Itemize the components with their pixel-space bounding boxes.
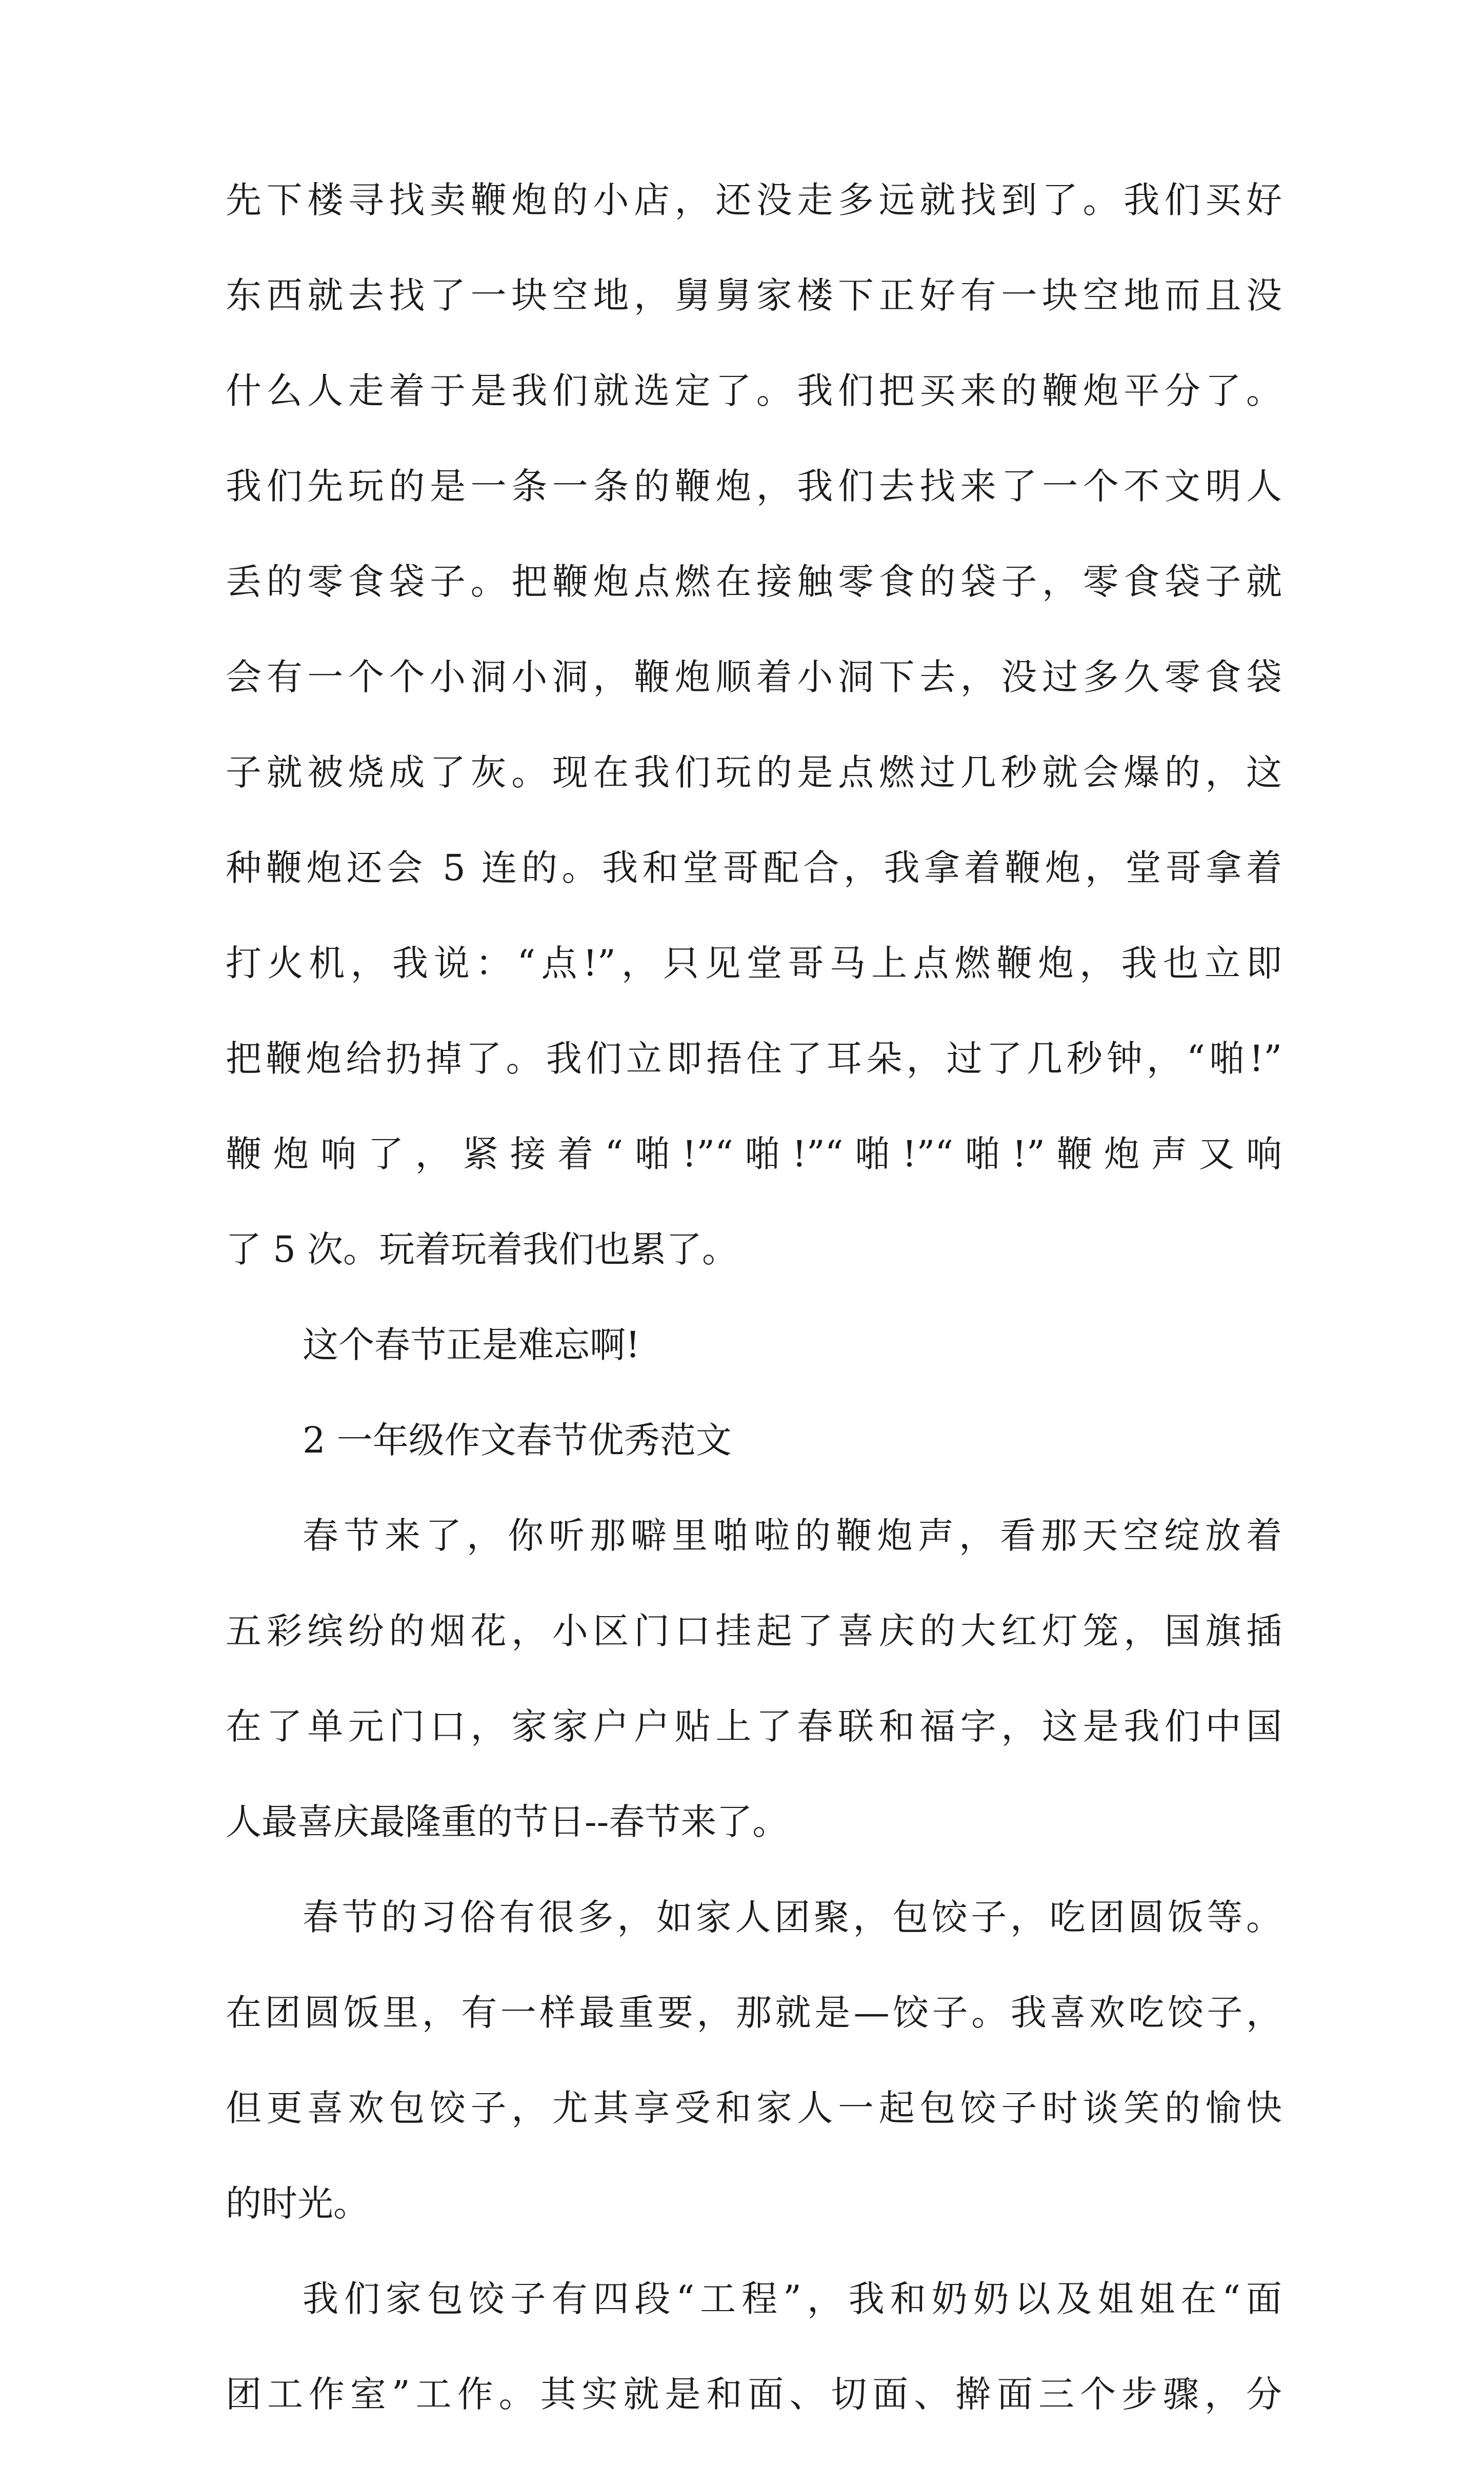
- text-line: 团工作室”工作。其实就是和面、切面、擀面三个步骤，分: [226, 2373, 1282, 2415]
- text-line: 我们家包饺子有四段“工程”，我和奶奶以及姐姐在“面: [303, 2278, 1282, 2320]
- text-line: 什么人走着于是我们就选定了。我们把买来的鞭炮平分了。: [226, 370, 1282, 412]
- text-line: 的时光。: [226, 2182, 369, 2224]
- text-line: 会有一个个小洞小洞，鞭炮顺着小洞下去，没过多久零食袋: [226, 656, 1282, 698]
- text-line: 子就被烧成了灰。现在我们玩的是点燃过几秒就会爆的，这: [226, 751, 1282, 793]
- text-line: 春节来了，你听那噼里啪啦的鞭炮声，看那天空绽放着: [303, 1515, 1282, 1557]
- text-line: 春节的习俗有很多，如家人团聚，包饺子，吃团圆饭等。: [303, 1896, 1282, 1938]
- text-line: 在团圆饭里，有一样最重要，那就是—饺子。我喜欢吃饺子，: [226, 1992, 1282, 2034]
- text-line: 鞭炮响了，紧接着“啪!”“啪!”“啪!”“啪!”鞭炮声又响: [226, 1133, 1282, 1175]
- text-line: 我们先玩的是一条一条的鞭炮，我们去找来了一个不文明人: [226, 465, 1282, 507]
- text-line: 但更喜欢包饺子，尤其享受和家人一起包饺子时谈笑的愉快: [226, 2087, 1282, 2129]
- text-line: 五彩缤纷的烟花，小区门口挂起了喜庆的大红灯笼，国旗插: [226, 1610, 1282, 1652]
- text-line: 种鞭炮还会 5 连的。我和堂哥配合，我拿着鞭炮，堂哥拿着: [226, 847, 1282, 889]
- text-line: 把鞭炮给扔掉了。我们立即捂住了耳朵，过了几秒钟，“啪!”: [226, 1038, 1282, 1080]
- text-line: 这个春节正是难忘啊!: [303, 1324, 640, 1366]
- text-line: 先下楼寻找卖鞭炮的小店，还没走多远就找到了。我们买好: [226, 179, 1282, 221]
- body-text: [226, 175, 1282, 2465]
- text-line: 在了单元门口，家家户户贴上了春联和福字，这是我们中国: [226, 1705, 1282, 1747]
- text-line: 了 5 次。玩着玩着我们也累了。: [226, 1228, 738, 1270]
- text-line: 东西就去找了一块空地，舅舅家楼下正好有一块空地而且没: [226, 274, 1282, 316]
- text-line: 打火机，我说：“点!”，只见堂哥马上点燃鞭炮，我也立即: [226, 942, 1282, 984]
- text-line: 丢的零食袋子。把鞭炮点燃在接触零食的袋子，零食袋子就: [226, 561, 1282, 603]
- text-line: 人最喜庆最隆重的节日--春节来了。: [226, 1801, 789, 1843]
- text-line: 2 一年级作文春节优秀范文: [303, 1419, 732, 1461]
